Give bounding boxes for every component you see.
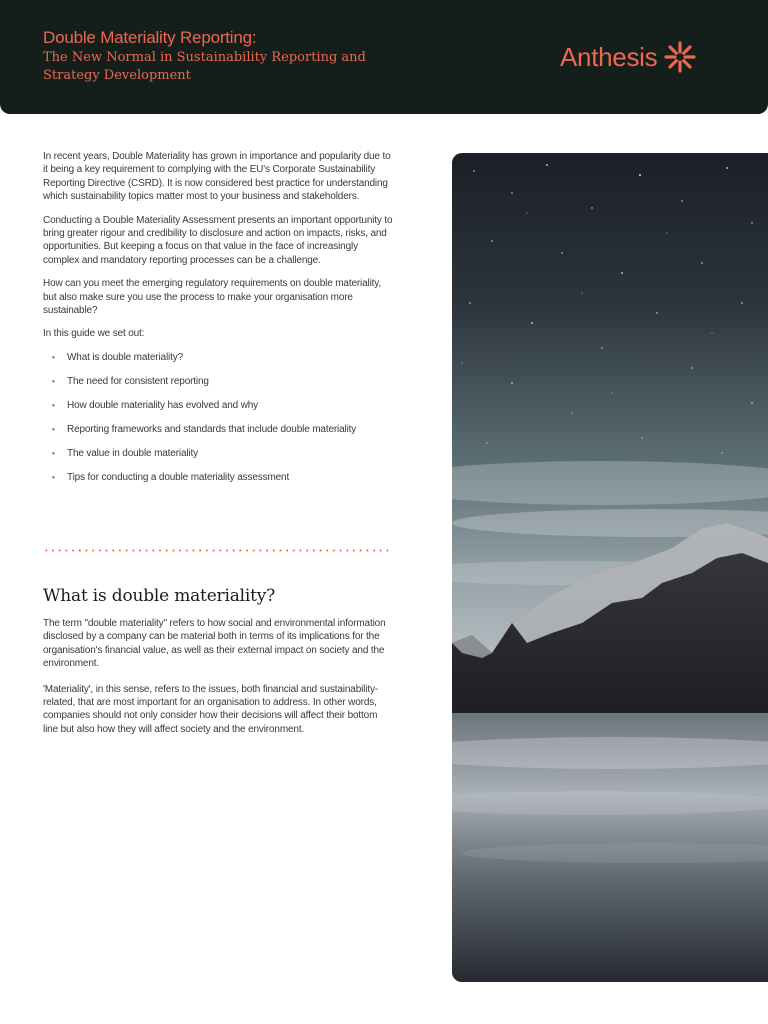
document-subtitle: The New Normal in Sustainability Reporting and Strategy Development xyxy=(43,50,366,83)
section-paragraph: 'Materiality', in this sense, refers to the issues, both financial and sustainability-related, that are most important for an organisation to address. In other words, companies should not only consider how their decisions will affect their bottom line but also how they will affect society and the environment. xyxy=(43,683,378,735)
page-header xyxy=(0,0,768,114)
list-item: • Tips for conducting a double materiality assessment xyxy=(43,471,393,484)
list-item: • What is double materiality? xyxy=(43,351,393,364)
list-item: • The need for consistent reporting xyxy=(43,375,393,388)
section-body xyxy=(43,617,393,748)
intro-paragraph: How can you meet the emerging regulatory requirements on double materiality, but also make sure you use the process to make your organisation more sustainable? xyxy=(43,278,382,317)
intro-paragraph: In this guide we set out: xyxy=(43,328,145,340)
document-title: Double Materiality Reporting: xyxy=(43,28,257,47)
landscape-illustration xyxy=(452,153,768,982)
anthesis-logo xyxy=(560,40,697,74)
list-item: • The value in double materiality xyxy=(43,447,393,460)
list-item: • Reporting frameworks and standards that include double materiality xyxy=(43,423,393,436)
intro-section xyxy=(43,150,393,495)
section-heading: What is double materiality? xyxy=(43,586,276,606)
mountain-night-sky-photo xyxy=(452,153,768,982)
logo-text: Anthesis xyxy=(560,41,658,72)
section-paragraph: The term "double materiality" refers to how social and environmental information disclosed by a company can be material both in terms of its implications for the organisation's financial value, as well as their external impact on society and the environment. xyxy=(43,618,386,670)
list-item: • How double materiality has evolved and why xyxy=(43,399,393,412)
dotted-divider xyxy=(43,549,393,552)
asterisk-burst-icon xyxy=(663,40,697,74)
guide-topics-list xyxy=(43,351,393,484)
intro-paragraph: In recent years, Double Materiality has grown in importance and popularity due to it being a key requirement to complying with the EU's Corporate Sustainability Reporting Directive (CSRD). It is now considered best practice for understanding which sustainability topics matter most to your business and stakeholders. xyxy=(43,151,391,203)
intro-paragraph: Conducting a Double Materiality Assessment presents an important opportunity to bring greater rigour and credibility to disclosure and action on impacts, risks, and opportunities. But keeping a focus on that value in the face of increasingly complex and mandatory reporting processes can be a challenge. xyxy=(43,214,393,266)
